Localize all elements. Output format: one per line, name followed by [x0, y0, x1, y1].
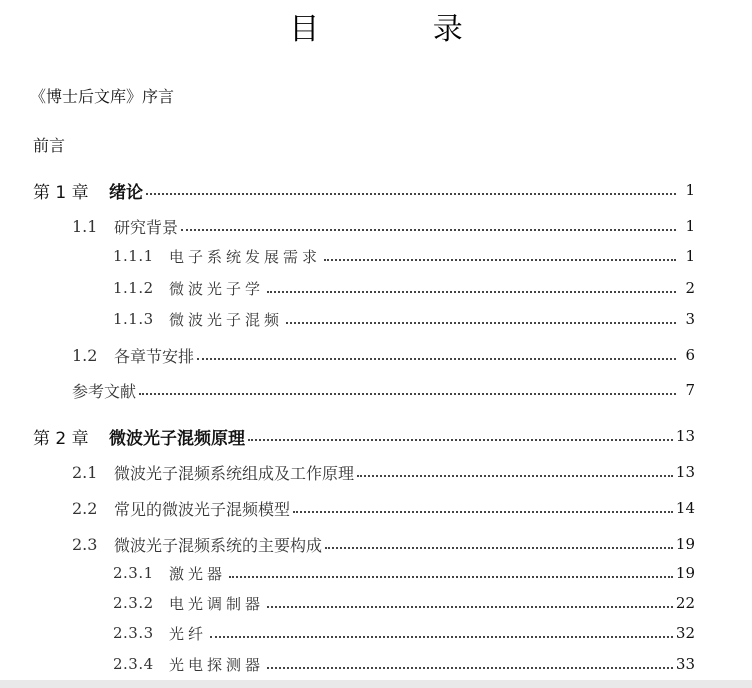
toc-entry-page: 1 [685, 247, 695, 265]
toc-entry-references[interactable] [72, 378, 695, 402]
toc-entry-label: 常见的微波光子混频模型 [114, 499, 291, 519]
toc-entry-foreword[interactable]: 前言 [33, 136, 66, 155]
dot-leader [139, 392, 676, 395]
dot-leader [248, 438, 673, 441]
toc-entry-number: 2.3 [72, 534, 98, 554]
toc-entry-label: 微波光子学 [169, 279, 265, 298]
dot-leader [357, 474, 673, 477]
toc-entry-page: 32 [675, 624, 695, 642]
toc-entry-page: 1 [685, 181, 695, 199]
toc-entry-label: 电光调制器 [169, 594, 265, 613]
toc-entry-chapter[interactable] [33, 424, 695, 448]
toc-entry-number: 2.3.2 [113, 594, 154, 612]
toc-entry-subsection[interactable] [113, 652, 695, 676]
toc-entry-page: 14 [675, 499, 695, 517]
toc-entry-page: 7 [685, 381, 695, 399]
dot-leader [324, 258, 676, 261]
dot-leader [267, 290, 676, 293]
dot-leader [267, 605, 673, 608]
toc-entry-page: 19 [675, 564, 695, 582]
toc-entry-page: 19 [675, 535, 695, 553]
dot-leader [197, 357, 676, 360]
toc-entry-section[interactable] [72, 343, 695, 367]
toc-entry-label: 研究背景 [114, 217, 179, 237]
toc-entry-number: 1.1 [72, 216, 98, 236]
toc-entry-page: 2 [685, 279, 695, 297]
toc-entry-subsection[interactable] [113, 591, 695, 615]
toc-entry-page: 33 [675, 655, 695, 673]
toc-entry-page: 3 [685, 310, 695, 328]
toc-entry-label: 微波光子混频 [169, 310, 284, 329]
toc-entry-label: 各章节安排 [114, 346, 195, 366]
toc-entry-label: 微波光子混频系统的主要构成 [114, 535, 323, 555]
dot-leader [229, 575, 673, 578]
toc-entry-number: 2.3.3 [113, 624, 154, 642]
toc-entry-subsection[interactable] [113, 621, 695, 645]
toc-entry-page: 13 [675, 427, 695, 445]
toc-entry-number: 1.1.2 [113, 279, 154, 297]
dot-leader [325, 546, 673, 549]
toc-entry-number: 2.3.1 [113, 564, 154, 582]
dot-leader [286, 321, 676, 324]
page-title: 目 录 [289, 12, 515, 47]
dot-leader [267, 666, 673, 669]
dot-leader [146, 192, 676, 195]
dot-leader [210, 635, 673, 638]
toc-entry-chapter[interactable] [33, 178, 695, 202]
toc-entry-subsection[interactable] [113, 561, 695, 585]
toc-entry-label: 微波光子混频系统组成及工作原理 [114, 463, 355, 483]
toc-entry-subsection[interactable] [113, 307, 695, 331]
toc-entry-page: 22 [675, 594, 695, 612]
toc-entry-label: 激光器 [169, 564, 227, 583]
toc-entry-number: 1.2 [72, 345, 98, 365]
toc-entry-number: 2.3.4 [113, 655, 154, 673]
toc-entry-label: 电子系统发展需求 [169, 247, 322, 266]
toc-entry-number: 2.2 [72, 498, 98, 518]
toc-entry-label: 参考文献 [72, 381, 137, 401]
toc-entry-label: 微波光子混频原理 [109, 428, 245, 448]
toc-entry-section[interactable] [72, 214, 695, 238]
toc-entry-subsection[interactable] [113, 276, 695, 300]
toc-entry-section[interactable] [72, 532, 695, 556]
toc-entry-label: 绪论 [109, 182, 143, 202]
dot-leader [181, 228, 676, 231]
toc-entry-number: 第 2 章 [33, 428, 89, 448]
toc-entry-label: 光纤 [169, 624, 208, 643]
page-bottom-edge [0, 680, 752, 688]
toc-entry-series-preface[interactable]: 《博士后文库》序言 [30, 87, 175, 106]
toc-entry-page: 13 [675, 463, 695, 481]
toc-entry-number: 第 1 章 [33, 182, 89, 202]
toc-entry-page: 1 [685, 217, 695, 235]
toc-entry-number: 2.1 [72, 462, 98, 482]
dot-leader [293, 510, 673, 513]
toc-entry-section[interactable] [72, 496, 695, 520]
toc-entry-label: 光电探测器 [169, 655, 265, 674]
toc-entry-subsection[interactable] [113, 244, 695, 268]
toc-entry-number: 1.1.1 [113, 247, 154, 265]
toc-entry-page: 6 [685, 346, 695, 364]
toc-entry-section[interactable] [72, 460, 695, 484]
toc-entry-number: 1.1.3 [113, 310, 154, 328]
